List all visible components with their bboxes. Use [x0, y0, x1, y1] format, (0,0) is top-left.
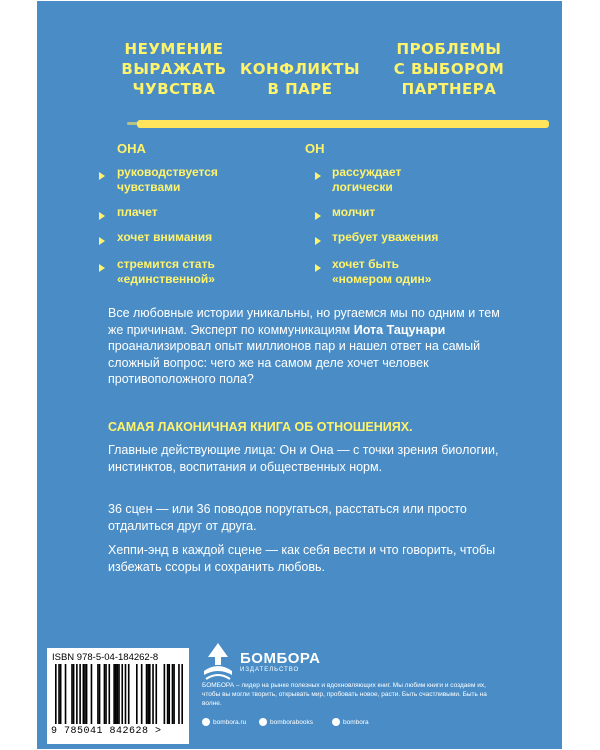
barcode-bar: [181, 664, 183, 724]
barcode-bar: [149, 664, 151, 724]
label-partner: [384, 39, 514, 99]
item-line: хочет быть: [332, 257, 400, 271]
description-paragraph: Хеппи-энд в каждой сцене — как себя вести и что говорить, чтобы избежать ссоры и сохранить любовь.: [108, 543, 496, 574]
he-item: [332, 257, 431, 287]
isbn-label: ISBN 978-5-04-184262-8: [52, 652, 159, 663]
she-item: [117, 165, 218, 195]
barcode-bar: [146, 664, 148, 724]
web-icon: [202, 718, 210, 726]
author-name: Иота Тацунари: [353, 322, 446, 337]
label-line: ПАРТНЕРА: [401, 80, 497, 98]
barcode-bar: [147, 664, 149, 724]
he-title: ОН: [305, 141, 325, 156]
social-label: bombora: [343, 718, 369, 726]
bullet-icon: [99, 264, 105, 272]
label-line: С ВЫБОРОМ: [393, 60, 505, 78]
description-paragraph: [108, 305, 508, 388]
barcode-bar: [99, 664, 101, 724]
barcode-bar: [79, 664, 81, 724]
paragraph-text: проанализировал опыт миллионов пар и нашел ответ на самый сложный вопрос: чего же на самом деле хочет человек противоположного пола?: [108, 339, 481, 387]
barcode-bar: [117, 664, 119, 724]
item-line: стремится стать: [117, 257, 215, 271]
bullet-icon: [315, 264, 321, 272]
barcode-bar: [136, 664, 138, 724]
item-line: руководствуется: [117, 165, 218, 179]
isbn-barcode: [47, 648, 189, 744]
social-label: bomborabooks: [270, 718, 313, 726]
label-line: ПРОБЛЕМЫ: [396, 40, 502, 58]
label-line: ВЫРАЖАТЬ: [121, 60, 227, 78]
label-feelings: [109, 39, 239, 99]
item-line: чувствами: [117, 180, 181, 194]
barcode-bar: [73, 664, 75, 724]
barcode-bar: [104, 664, 106, 724]
bullet-icon: [315, 212, 321, 220]
barcode-bar: [76, 664, 78, 724]
item-line: молчит: [332, 205, 376, 219]
barcode-bar: [152, 664, 154, 724]
barcode-bar: [84, 664, 86, 724]
telegram-icon: [332, 718, 340, 726]
publisher-tagline: БОМБОРА – лидер на рынке полезных и вдохновляющих книг. Мы любим книги и создаем их, чтобы вы могли творить, открывать мир, пробовать новое, расти. Быть счастливыми. Быть на волне.: [202, 682, 487, 707]
bullet-icon: [99, 172, 105, 180]
bullet-icon: [315, 237, 321, 245]
barcode-bar: [115, 664, 117, 724]
publisher-name: БОМБОРА: [240, 649, 321, 667]
label-conflicts: [240, 59, 360, 99]
label-line: ЧУВСТВА: [132, 80, 216, 98]
paragraph-text: Все любовные истории уникальны, но ругаемся мы по одним и тем же причинам. Эксперт по коммуникациям: [108, 306, 500, 337]
barcode-bar: [83, 664, 85, 724]
social-label: bombora.ru: [213, 718, 247, 726]
barcode-bar: [125, 664, 127, 724]
barcode-bar: [97, 664, 99, 724]
yellow-underline: [137, 120, 549, 128]
publisher-logo: [202, 641, 320, 681]
headline: САМАЯ ЛАКОНИЧНАЯ КНИГА ОБ ОТНОШЕНИЯХ.: [108, 420, 413, 434]
barcode-bar: [60, 664, 62, 724]
barcode-bar: [71, 664, 73, 724]
item-line: требует уважения: [332, 230, 439, 244]
label-line: НЕУМЕНИЕ: [124, 40, 224, 58]
barcode-bar: [65, 664, 67, 724]
item-line: «единственной»: [117, 272, 215, 286]
barcode-bar: [168, 664, 170, 724]
barcode-bar: [178, 664, 180, 724]
social-telegram[interactable]: [332, 718, 369, 726]
bullet-icon: [99, 212, 105, 220]
label-line: КОНФЛИКТЫ: [240, 60, 360, 78]
item-line: хочет внимания: [117, 230, 213, 244]
barcode-bar: [172, 664, 174, 724]
item-line: плачет: [117, 205, 158, 219]
barcode-bar: [118, 664, 120, 724]
she-item: [117, 257, 215, 287]
she-item: [117, 230, 212, 245]
bombora-logo-icon: [202, 641, 234, 681]
she-item: [117, 205, 158, 220]
barcode-bar: [141, 664, 143, 724]
she-title: ОНА: [117, 141, 146, 156]
isbn-digits: 9 785041 842628 >: [51, 726, 162, 737]
barcode-bar: [86, 664, 88, 724]
item-line: рассуждает: [332, 165, 402, 179]
barcode-bar: [155, 664, 157, 724]
barcode-bar: [55, 664, 57, 724]
social-vk[interactable]: [259, 718, 313, 726]
bullet-icon: [315, 172, 321, 180]
barcode-bar: [173, 664, 175, 724]
barcode-bar: [121, 664, 123, 724]
item-line: «номером один»: [332, 272, 432, 286]
book-back-cover: [37, 1, 562, 749]
barcode-bar: [91, 664, 93, 724]
publisher-sub: ИЗДАТЕЛЬСТВО: [240, 666, 300, 673]
barcode-bar: [105, 664, 107, 724]
barcode-bar: [128, 664, 130, 724]
he-item: [332, 230, 438, 245]
barcode-bar: [167, 664, 169, 724]
bullet-icon: [99, 237, 105, 245]
label-line: В ПАРЕ: [267, 80, 333, 98]
barcode-bar: [113, 664, 115, 724]
item-line: логически: [332, 180, 393, 194]
barcode-bar: [164, 664, 166, 724]
barcode-bars: [55, 664, 183, 724]
vk-icon: [259, 718, 267, 726]
description-paragraph: 36 сцен — или 36 поводов поругаться, расстаться или просто отдалиться друг от друга.: [108, 502, 467, 533]
he-item: [332, 165, 401, 195]
barcode-bar: [108, 664, 110, 724]
social-site[interactable]: [202, 718, 246, 726]
barcode-bar: [58, 664, 60, 724]
description-paragraph: Главные действующие лица: Он и Она — с точки зрения биологии, инстинктов, воспитания и общественных норм.: [108, 443, 499, 474]
he-item: [332, 205, 375, 220]
